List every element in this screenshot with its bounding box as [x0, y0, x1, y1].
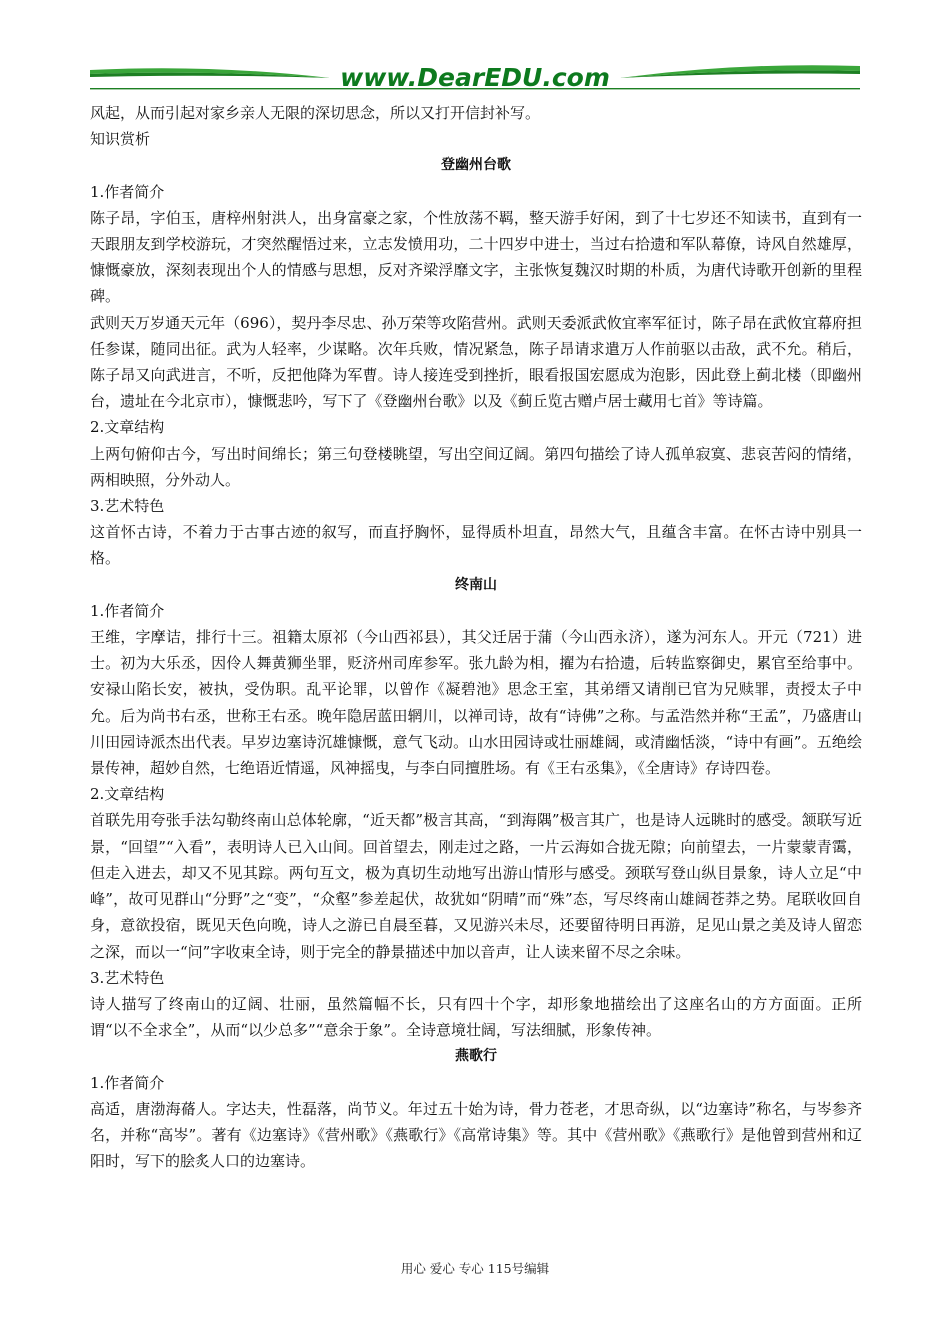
paragraph: 陈子昂，字伯玉，唐梓州射洪人，出身富豪之家，个性放荡不羁，整天游手好闲，到了十七岁还不知读书，直到有一天跟朋友到学校游玩，才突然醒悟过来，立志发愤用功，二十四岁中进士，当过右拾遗和军队幕僚，诗风自然雄厚，慷慨豪放，深刻表现出个人的情感与思想，反对齐梁浮靡文字，主张恢复魏汉时期的朴质，为唐代诗歌开创新的里程碑。 [90, 208, 862, 306]
subheading: 2.文章结构 [90, 785, 165, 804]
subheading: 3.艺术特色 [90, 497, 165, 516]
page-footer: 用心 爱心 专心 115号编辑 [400, 1261, 550, 1276]
section-title-yangexing: 燕歌行 [455, 1048, 497, 1065]
paragraph: 首联先用夸张手法勾勒终南山总体轮廓，“近天都”极言其高，“到海隅”极言其广，也是诗人远眺时的感受。颔联写近景，“回望”“入看”，表明诗人已入山间。回首望去，刚走过之路，一片云海如合拢无隙；向前望去，一片蒙蒙青霭，但走入进去，却又不见其踪。两句互文，极为真切生动地写出游山情形与感受。颈联写登山纵目景象，诗人立足“中峰”，故可见群山“分野”之“变”，“众壑”参差起伏，故犹如“阴晴”而“殊”态，写尽终南山雄阔苍莽之势。尾联收回自身，意欲投宿，既见天色向晚，诗人之游已自晨至暮，又见游兴未尽，还要留待明日再游，足见山景之美及诗人留恋之深，而以一“问”字收束全诗，则于完全的静景描述中加以音声，让人读来留不尽之余味。 [90, 811, 862, 961]
paragraph: 武则天万岁通天元年（696），契丹李尽忠、孙万荣等攻陷营州。武则天委派武攸宜率军征讨，陈子昂在武攸宜幕府担任参谋，随同出征。武为人轻率，少谋略。次年兵败，情况紧急，陈子昂请求遣万人作前驱以击敌，武不允。稍后，陈子昂又向武进言，不听，反把他降为军曹。诗人接连受到挫折，眼看报国宏愿成为泡影，因此登上蓟北楼（即幽州台，遗址在今北京市），慷慨悲吟，写下了《登幽州台歌》以及《蓟丘览古赠卢居士藏用七首》等诗篇。 [90, 313, 862, 411]
intro-heading: 知识赏析 [90, 130, 151, 149]
subheading: 1.作者简介 [90, 601, 165, 620]
paragraph: 这首怀古诗，不着力于古事古迹的叙写，而直抒胸怀，显得质朴坦直，昂然大气，且蕴含丰富。在怀古诗中别具一格。 [90, 523, 862, 568]
section-title-zhongnanshan: 终南山 [455, 576, 497, 593]
intro-line: 风起，从而引起对家乡亲人无限的深切思念，所以又打开信封补写。 [90, 104, 541, 122]
document-body [90, 100, 862, 1174]
site-logo-text: www.DearEDU.com [340, 63, 610, 92]
subheading: 1.作者简介 [90, 182, 165, 201]
deareedu-logo-banner [90, 58, 860, 100]
paragraph: 王维，字摩诘，排行十三。祖籍太原祁（今山西祁县），其父迁居于蒲（今山西永济），遂为河东人。开元（721）进士。初为大乐丞，因伶人舞黄狮坐罪，贬济州司库参军。张九龄为相，擢为右拾遗，后转监察御史，累官至给事中。安禄山陷长安，被执，受伪职。乱平论罪，以曾作《凝碧池》思念王室，其弟缙又请削已官为兄赎罪，责授太子中允。后为尚书右丞，世称王右丞。晚年隐居蓝田辋川，以禅司诗，故有“诗佛”之称。与孟浩然并称“王孟”，乃盛唐山川田园诗派杰出代表。早岁边塞诗沉雄慷慨，意气飞动。山水田园诗或壮丽雄阔，或清幽恬淡，“诗中有画”。五绝绘景传神，超妙自然，七绝语近情遥，风神摇曳，与李白同擅胜场。有《王右丞集》，《全唐诗》存诗四卷。 [90, 628, 862, 778]
paragraph: 诗人描写了终南山的辽阔、壮丽，虽然篇幅不长，只有四十个字，却形象地描绘出了这座名山的方方面面。正所谓“以不全求全”，从而“以少总多”“意余于象”。全诗意境壮阔，写法细腻，形象传神。 [90, 994, 862, 1040]
section-title-dengyouzhoutaige: 登幽州台歌 [441, 157, 511, 174]
site-header [90, 58, 860, 100]
subheading: 2.文章结构 [90, 418, 165, 437]
subheading: 1.作者简介 [90, 1073, 165, 1092]
subheading: 3.艺术特色 [90, 968, 165, 987]
paragraph: 上两句俯仰古今，写出时间绵长；第三句登楼眺望，写出空间辽阔。第四句描绘了诗人孤单寂寞、悲哀苦闷的情绪，两相映照，分外动人。 [90, 444, 862, 489]
paragraph: 高适，唐渤海蓨人。字达夫，性磊落，尚节义。年过五十始为诗，骨力苍老，才思奇纵，以“边塞诗”称名，与岑参齐名，并称“高岑”。著有《边塞诗》《营州歌》《燕歌行》《高常诗集》等。其中《营州歌》《燕歌行》是他曾到营州和辽阳时，写下的脍炙人口的边塞诗。 [90, 1099, 862, 1171]
